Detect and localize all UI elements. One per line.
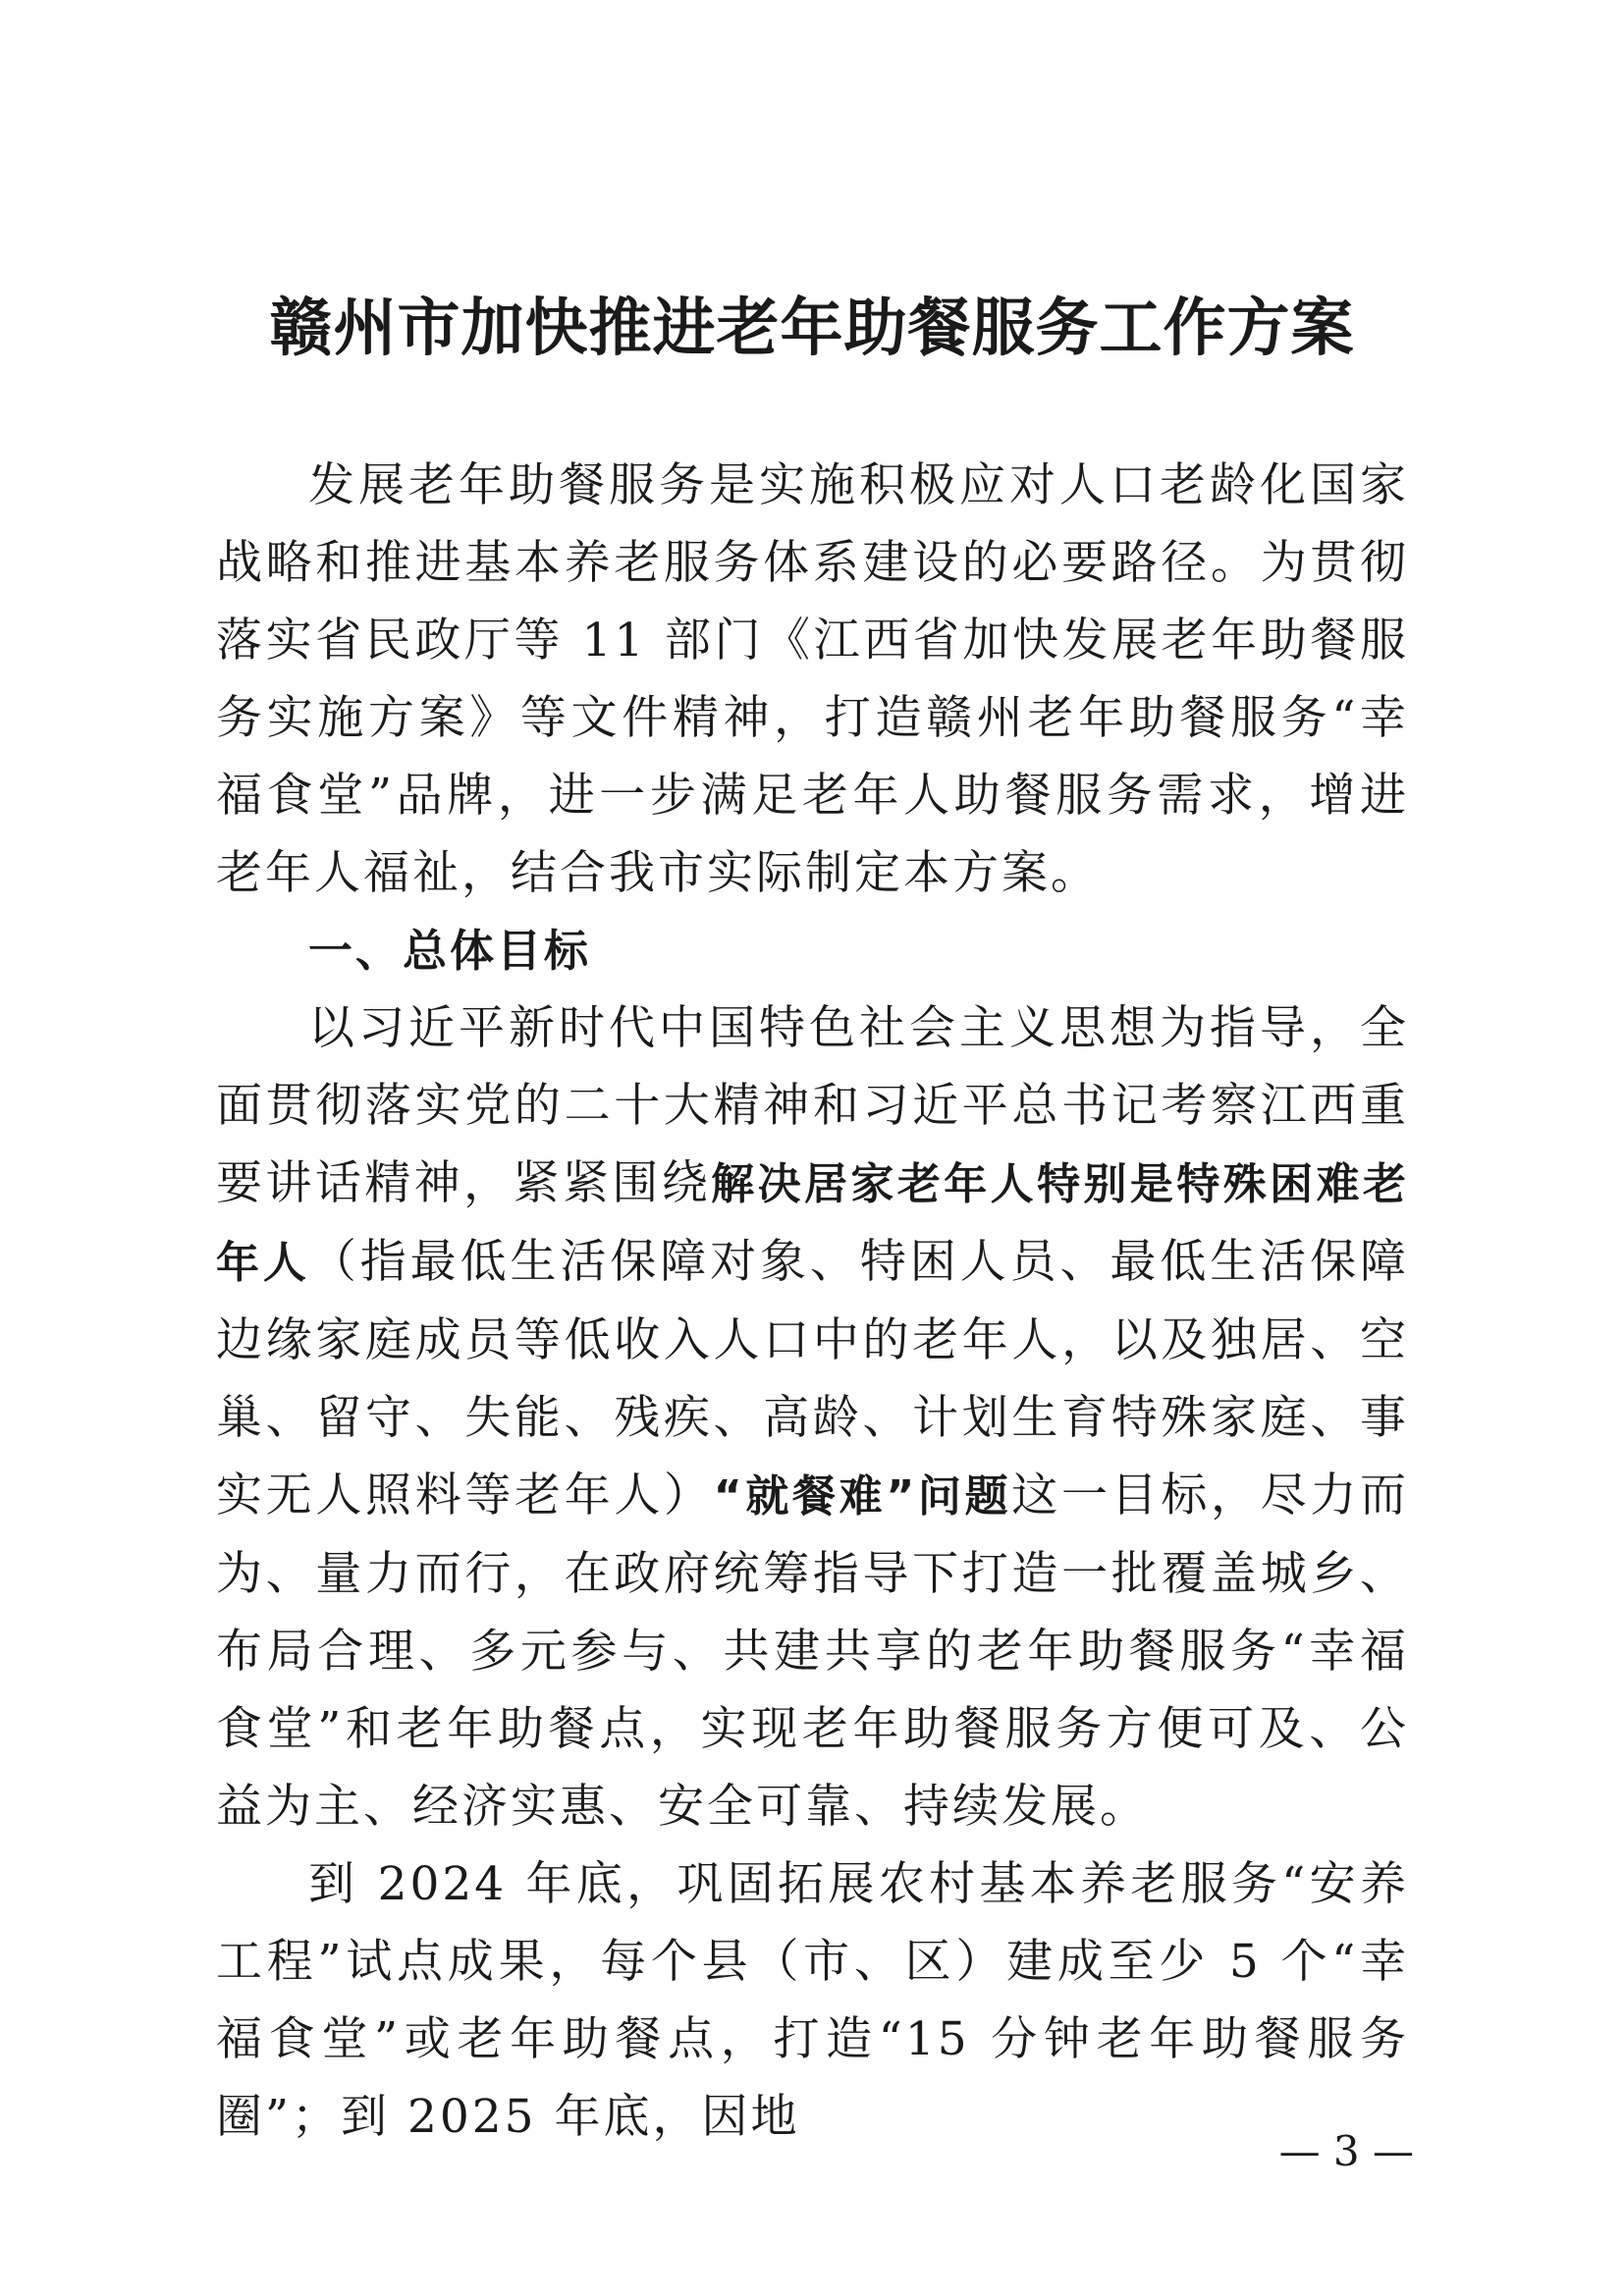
goal-text-part3: 这一目标，尽力而为、量力而行，在政府统筹指导下打造一批覆盖城乡、布局合理、多元参与、共建共享的老年助餐服务“幸福食堂”和老年助餐点，实现老年助餐服务方便可及、公益为主、经济实惠、安全可靠、持续发展。 [216, 1468, 1410, 1834]
page-number: — 3 — [1278, 2127, 1414, 2175]
document-body [216, 447, 1409, 2156]
goal-emphasis-2: “就餐难”问题 [713, 1471, 1012, 1522]
goal-text-part2: （指最低生活保障对象、特困人员、最低生活保障边缘家庭成员等低收入人口中的老年人，以及独居、空巢、留守、失能、残疾、高龄、计划生育特殊家庭、事实无人照料等老年人） [216, 1235, 1410, 1522]
target-paragraph: 到 2024 年底，巩固拓展农村基本养老服务“安养工程”试点成果，每个县（市、区）建成至少 5 个“幸福食堂”或老年助餐点，打造“15 分钟老年助餐服务圈”；到 2025 年底，因地 [216, 1857, 1409, 2144]
section-heading: 一、总体目标 [308, 925, 592, 977]
goal-emphasis-1: 解决居家老年人特别是特殊困难老年人 [216, 1159, 1410, 1288]
goal-text-part1: 以习近平新时代中国特色社会主义思想为指导，全面贯彻落实党的二十大精神和习近平总书记考察江西重要讲话精神，紧紧围绕 [216, 1001, 1409, 1210]
document-title: 赣州市加快推进老年助餐服务工作方案 [269, 292, 1355, 365]
goal-paragraph [216, 989, 1409, 1845]
intro-paragraph: 发展老年助餐服务是实施积极应对人口老龄化国家战略和推进基本养老服务体系建设的必要路径。为贯彻落实省民政厅等 11 部门《江西省加快发展老年助餐服务实施方案》等文件精神，打造赣州老年助餐服务“幸福食堂”品牌，进一步满足老年人助餐服务需求，增进老年人福祉，结合我市实际制定本方案。 [216, 458, 1409, 900]
